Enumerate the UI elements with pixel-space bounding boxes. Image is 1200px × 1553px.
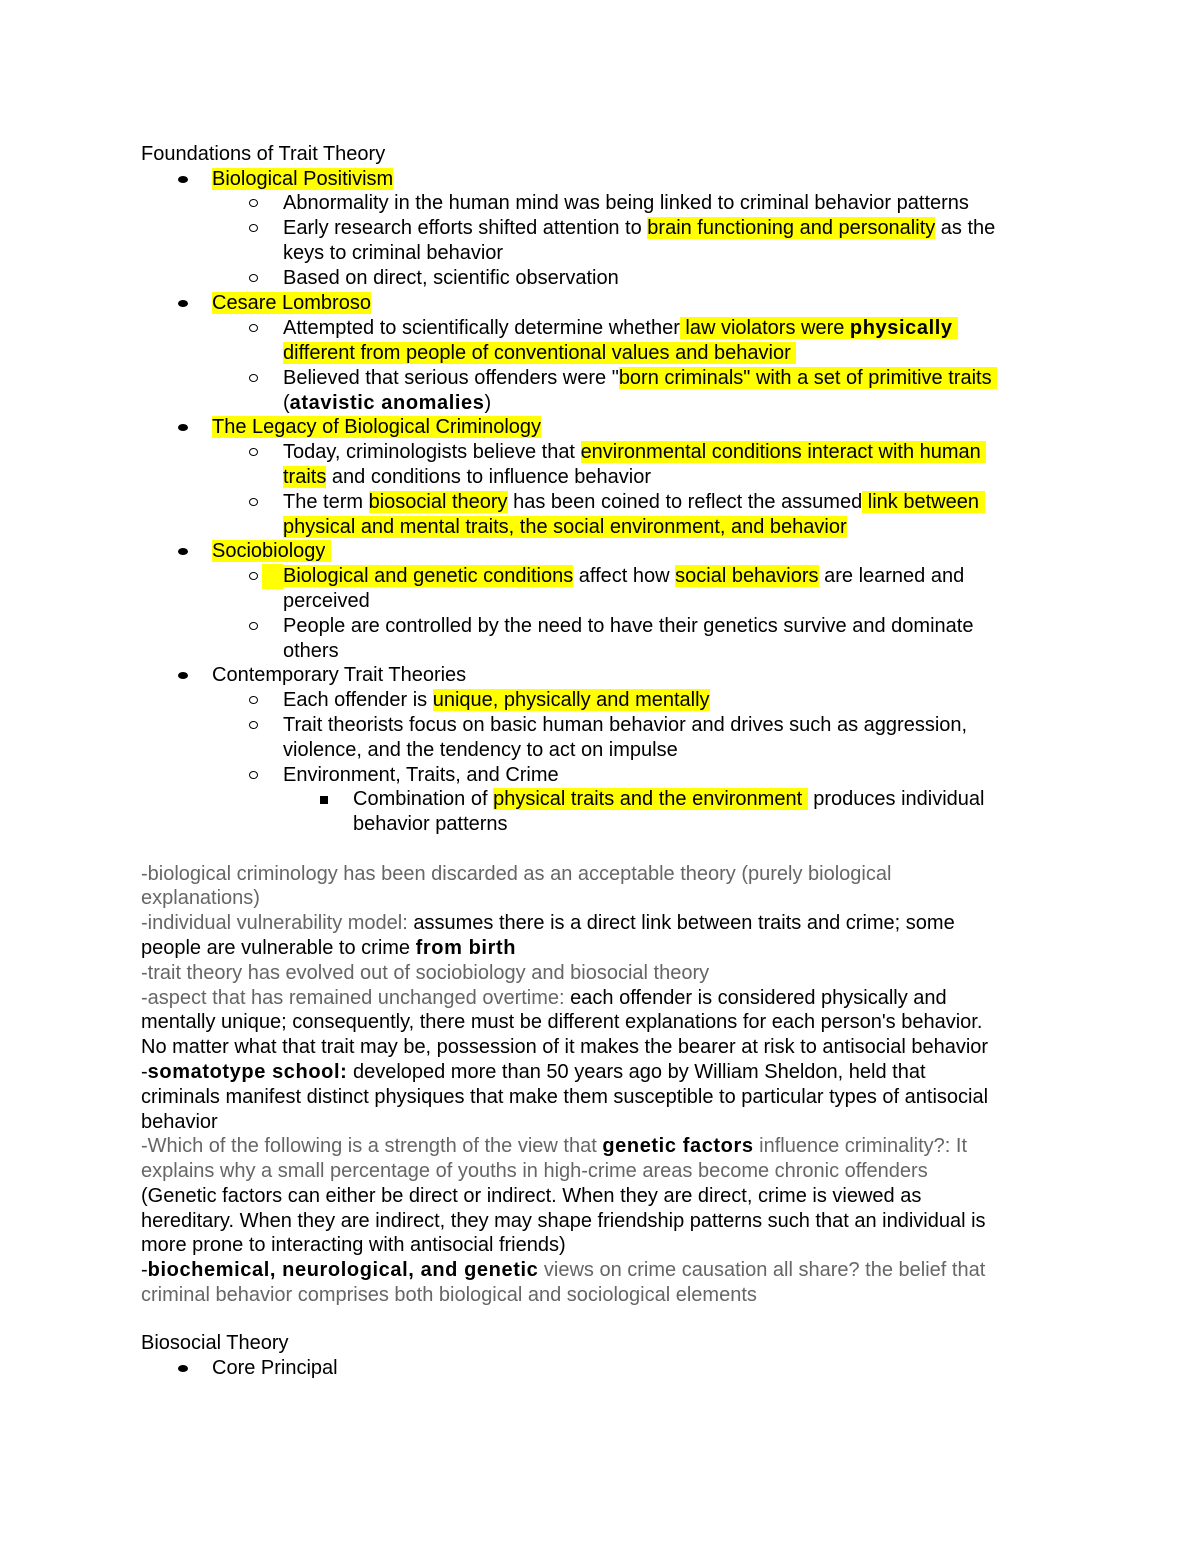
highlight-mark xyxy=(262,564,283,589)
bullet-core-principal: Core Principal xyxy=(212,1357,338,1379)
note-line: (Genetic factors can either be direct or indirect. When they are direct, crime is viewed as xyxy=(141,1185,922,1207)
bullet-circle-icon xyxy=(249,224,258,232)
sub-bullet-text: Abnormality in the human mind was being linked to criminal behavior patterns xyxy=(283,192,969,214)
note-line: No matter what that trait may be, possession of it makes the bearer at risk to antisocial behavior xyxy=(141,1036,989,1058)
sub-bullet-text-cont: physical and mental traits, the social environment, and behavior xyxy=(283,516,847,538)
note-line: -biological criminology has been discarded as an acceptable theory (purely biological xyxy=(141,863,892,885)
bullet-dot-icon xyxy=(178,424,188,431)
bullet-biological-positivism: Biological Positivism xyxy=(212,168,394,190)
note-line: -Which of the following is a strength of the view that genetic factors influence criminality?: It xyxy=(141,1135,968,1157)
note-line: hereditary. When they are indirect, they may shape friendship patterns such that an individual is xyxy=(141,1210,986,1232)
sub-bullet-text-cont: others xyxy=(283,640,339,662)
sub-bullet-text-cont: violence, and the tendency to act on impulse xyxy=(283,739,678,761)
sub-bullet-text: Attempted to scientifically determine whether law violators were physically xyxy=(283,316,958,341)
sub-bullet-text-cont: different from people of conventional values and behavior xyxy=(283,341,796,366)
bullet-circle-icon xyxy=(249,199,258,207)
note-line: -somatotype school: developed more than 50 years ago by William Sheldon, held that xyxy=(141,1061,926,1083)
sub-bullet-text-cont: keys to criminal behavior xyxy=(283,242,504,264)
sub-bullet-text: Early research efforts shifted attention to brain functioning and personality as the xyxy=(283,217,996,239)
bullet-circle-icon xyxy=(249,572,258,580)
bullet-sociobiology: Sociobiology xyxy=(212,539,331,564)
note-line: more prone to interacting with antisocial friends) xyxy=(141,1234,566,1256)
note-line: behavior xyxy=(141,1111,218,1133)
sub-bullet-text-cont: traits and conditions to influence behavior xyxy=(283,466,652,488)
bullet-circle-icon xyxy=(249,374,258,382)
sub-bullet-text-cont: perceived xyxy=(283,590,370,612)
bullet-circle-icon xyxy=(249,721,258,729)
bullet-circle-icon xyxy=(249,274,258,282)
sub-bullet-text: Believed that serious offenders were "born criminals" with a set of primitive traits xyxy=(283,366,997,391)
bullet-circle-icon xyxy=(249,771,258,779)
bullet-circle-icon xyxy=(249,622,258,630)
bullet-dot-icon xyxy=(178,548,188,555)
bullet-cesare-lombroso: Cesare Lombroso xyxy=(212,292,371,314)
note-line: -trait theory has evolved out of sociobiology and biosocial theory xyxy=(141,962,710,984)
sub-bullet-text: People are controlled by the need to have their genetics survive and dominate xyxy=(283,615,974,637)
sub-bullet-text: The term biosocial theory has been coined to reflect the assumed link between xyxy=(283,490,985,515)
bullet-circle-icon xyxy=(249,324,258,332)
sub-bullet-text: Biological and genetic conditions affect how social behaviors are learned and xyxy=(283,565,965,587)
bullet-contemporary-trait-theories: Contemporary Trait Theories xyxy=(212,664,467,686)
sub-bullet-text-cont: (atavistic anomalies) xyxy=(283,392,492,414)
note-line: criminal behavior comprises both biological and sociological elements xyxy=(141,1284,757,1306)
bullet-dot-icon xyxy=(178,1365,188,1372)
note-line: people are vulnerable to crime from birth xyxy=(141,937,517,959)
section-heading-biosocial: Biosocial Theory xyxy=(141,1332,289,1354)
note-line: -individual vulnerability model: assumes there is a direct link between traits and crime; some xyxy=(141,912,955,934)
sub-bullet-text: Based on direct, scientific observation xyxy=(283,267,619,289)
sub-sub-bullet-text: Combination of physical traits and the environment produces individual xyxy=(353,788,985,810)
bullet-dot-icon xyxy=(178,176,188,183)
note-line: criminals manifest distinct physiques that make them susceptible to particular types of antisocial xyxy=(141,1086,989,1108)
bullet-circle-icon xyxy=(249,448,258,456)
bullet-circle-icon xyxy=(249,498,258,506)
note-line: -biochemical, neurological, and genetic views on crime causation all share? the belief that xyxy=(141,1259,986,1281)
note-line: explanations) xyxy=(141,887,260,909)
sub-sub-bullet-text-cont: behavior patterns xyxy=(353,813,508,835)
bullet-square-icon xyxy=(320,796,328,804)
section-heading-foundations: Foundations of Trait Theory xyxy=(141,143,386,165)
sub-bullet-text: Today, criminologists believe that environmental conditions interact with human xyxy=(283,440,986,465)
bullet-circle-icon xyxy=(249,696,258,704)
bullet-dot-icon xyxy=(178,672,188,679)
sub-bullet-text: Environment, Traits, and Crime xyxy=(283,764,559,786)
note-line: -aspect that has remained unchanged overtime: each offender is considered physically and xyxy=(141,987,947,1009)
bullet-dot-icon xyxy=(178,300,188,307)
bullet-legacy-biological-criminology: The Legacy of Biological Criminology xyxy=(212,416,542,438)
sub-bullet-text: Trait theorists focus on basic human behavior and drives such as aggression, xyxy=(283,714,968,736)
note-line: mentally unique; consequently, there must be different explanations for each person's behavior. xyxy=(141,1011,983,1033)
sub-bullet-text: Each offender is unique, physically and mentally xyxy=(283,689,710,711)
note-line: explains why a small percentage of youths in high-crime areas become chronic offenders xyxy=(141,1160,928,1182)
